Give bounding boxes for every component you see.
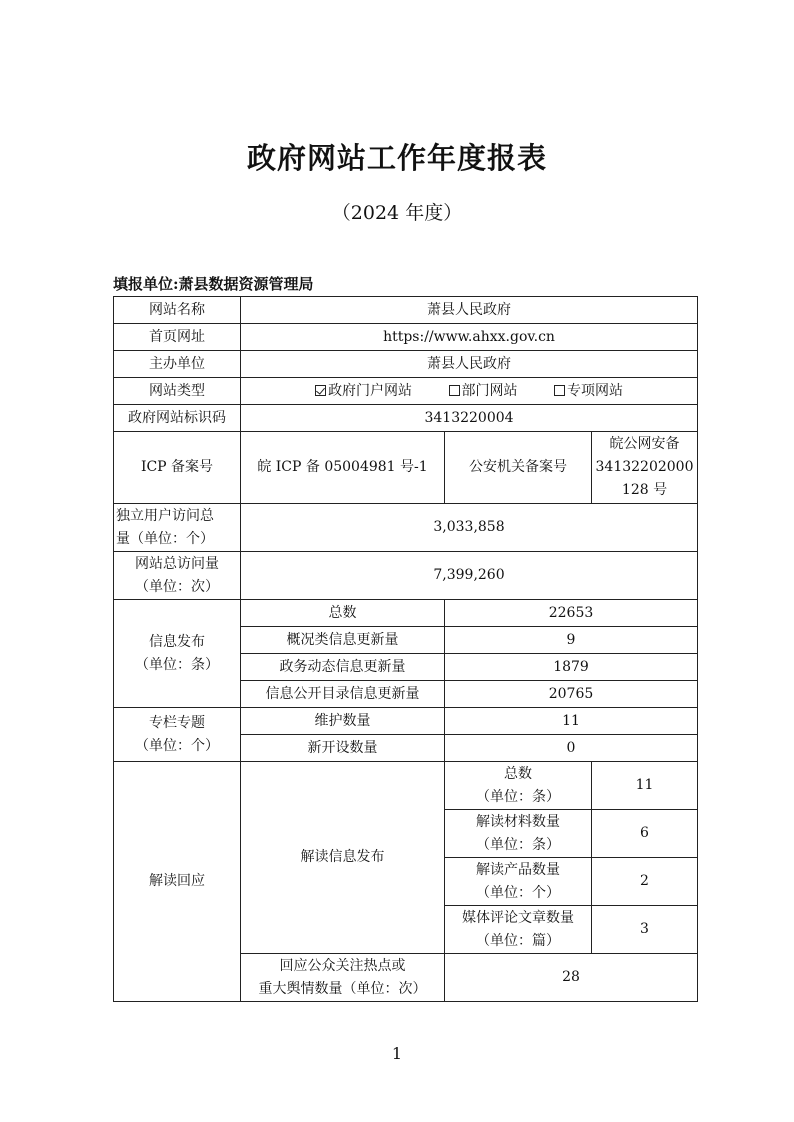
report-year: （2024 年度） (331, 202, 463, 224)
info-total-value: 22653 (445, 600, 698, 627)
interpret-label: 解读回应 (114, 762, 241, 1002)
site-code-value: 3413220004 (241, 405, 698, 432)
column-new-label: 新开设数量 (241, 735, 445, 762)
checkbox-checked-icon (315, 385, 326, 396)
option-label: 专项网站 (566, 382, 623, 399)
interpret-sub-label: 解读信息发布 (241, 762, 445, 954)
sponsor-label: 主办单位 (114, 351, 241, 378)
filing-unit: 填报单位:萧县数据资源管理局 (113, 275, 314, 293)
info-overview-label: 概况类信息更新量 (241, 627, 445, 654)
site-name-value: 萧县人民政府 (241, 297, 698, 324)
site-type-option-portal (315, 383, 412, 399)
site-type-options (241, 378, 698, 405)
site-name-label: 网站名称 (114, 297, 241, 324)
site-code-label: 政府网站标识码 (114, 405, 241, 432)
site-type-option-special (554, 383, 623, 399)
site-type-label: 网站类型 (114, 378, 241, 405)
interpret-product-label: 解读产品数量 （单位：个） (445, 858, 592, 906)
interpret-total-value: 11 (592, 762, 698, 810)
uv-label: 独立用户访问总 量（单位：个） (114, 504, 241, 552)
icp-label: ICP 备案号 (114, 432, 241, 504)
sponsor-value: 萧县人民政府 (241, 351, 698, 378)
info-disclosure-label: 信息公开目录信息更新量 (241, 681, 445, 708)
interpret-product-value: 2 (592, 858, 698, 906)
homepage-label: 首页网址 (114, 324, 241, 351)
interpret-material-value: 6 (592, 810, 698, 858)
pv-value: 7,399,260 (241, 552, 698, 600)
interpret-media-value: 3 (592, 906, 698, 954)
option-label: 部门网站 (461, 382, 518, 399)
column-label: 专栏专题 （单位：个） (114, 708, 241, 762)
info-overview-value: 9 (445, 627, 698, 654)
info-news-label: 政务动态信息更新量 (241, 654, 445, 681)
response-label: 回应公众关注热点或 重大舆情数量（单位：次） (241, 954, 445, 1002)
column-maintain-label: 维护数量 (241, 708, 445, 735)
report-table (113, 296, 698, 1002)
report-title: 政府网站工作年度报表 (246, 141, 547, 175)
checkbox-empty-icon (554, 385, 565, 396)
icp-value: 皖 ICP 备 05004981 号-1 (241, 432, 445, 504)
interpret-total-label: 总数 （单位：条） (445, 762, 592, 810)
pv-label: 网站总访问量 （单位：次） (114, 552, 241, 600)
checkbox-empty-icon (449, 385, 460, 396)
uv-value: 3,033,858 (241, 504, 698, 552)
site-type-option-department (449, 383, 518, 399)
info-news-value: 1879 (445, 654, 698, 681)
info-disclosure-value: 20765 (445, 681, 698, 708)
column-new-value: 0 (445, 735, 698, 762)
info-label: 信息发布 （单位：条） (114, 600, 241, 708)
police-record-label: 公安机关备案号 (445, 432, 592, 504)
homepage-value: https://www.ahxx.gov.cn (241, 324, 698, 351)
info-total-label: 总数 (241, 600, 445, 627)
police-record-value: 皖公网安备 34132202000 128 号 (592, 432, 698, 504)
response-value: 28 (445, 954, 698, 1002)
option-label: 政府门户网站 (328, 382, 413, 399)
interpret-media-label: 媒体评论文章数量 （单位：篇） (445, 906, 592, 954)
page-number: 1 (391, 1044, 403, 1063)
column-maintain-value: 11 (445, 708, 698, 735)
interpret-material-label: 解读材料数量 （单位：条） (445, 810, 592, 858)
